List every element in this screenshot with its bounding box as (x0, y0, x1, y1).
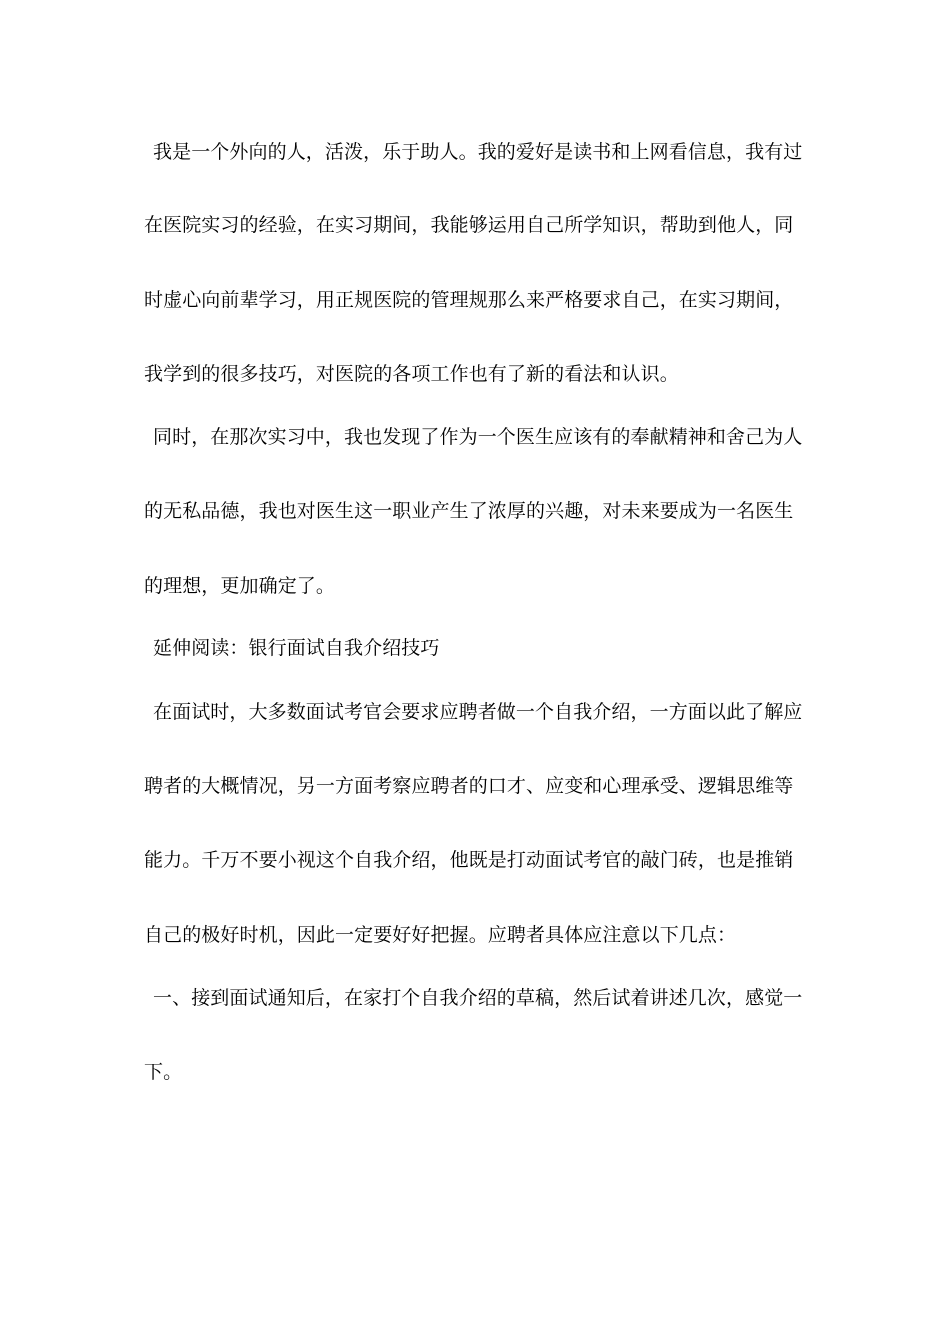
paragraph-1-line-4: 我学到的很多技巧，对医院的各项工作也有了新的看法和认识。 (144, 363, 679, 385)
paragraph-2-line-1: 同时，在那次实习中，我也发现了作为一个医生应该有的奉献精神和舍己为人 (153, 426, 803, 448)
paragraph-3-line-3: 能力。千万不要小视这个自我介绍，他既是打动面试考官的敲门砖，也是推销 (144, 849, 794, 871)
paragraph-1-line-2: 在医院实习的经验，在实习期间，我能够运用自己所学知识，帮助到他人，同 (144, 214, 794, 236)
paragraph-2-line-2: 的无私品德，我也对医生这一职业产生了浓厚的兴趣，对未来要成为一名医生 (144, 500, 794, 522)
paragraph-2-line-3: 的理想，更加确定了。 (144, 575, 336, 597)
section-heading: 延伸阅读：银行面试自我介绍技巧 (153, 637, 440, 659)
paragraph-3-line-2: 聘者的大概情况，另一方面考察应聘者的口才、应变和心理承受、逻辑思维等 (144, 775, 794, 797)
paragraph-1-line-1: 我是一个外向的人，活泼，乐于助人。我的爱好是读书和上网看信息，我有过 (153, 141, 803, 163)
paragraph-4-line-1: 一、接到面试通知后，在家打个自我介绍的草稿，然后试着讲述几次，感觉一 (153, 987, 803, 1009)
paragraph-3-line-4: 自己的极好时机，因此一定要好好把握。应聘者具体应注意以下几点： (144, 924, 737, 946)
paragraph-3-line-1: 在面试时，大多数面试考官会要求应聘者做一个自我介绍，一方面以此了解应 (153, 701, 803, 723)
paragraph-4-line-2: 下。 (144, 1061, 183, 1083)
paragraph-1-line-3: 时虚心向前辈学习，用正规医院的管理规那么来严格要求自己，在实习期间， (144, 289, 794, 311)
